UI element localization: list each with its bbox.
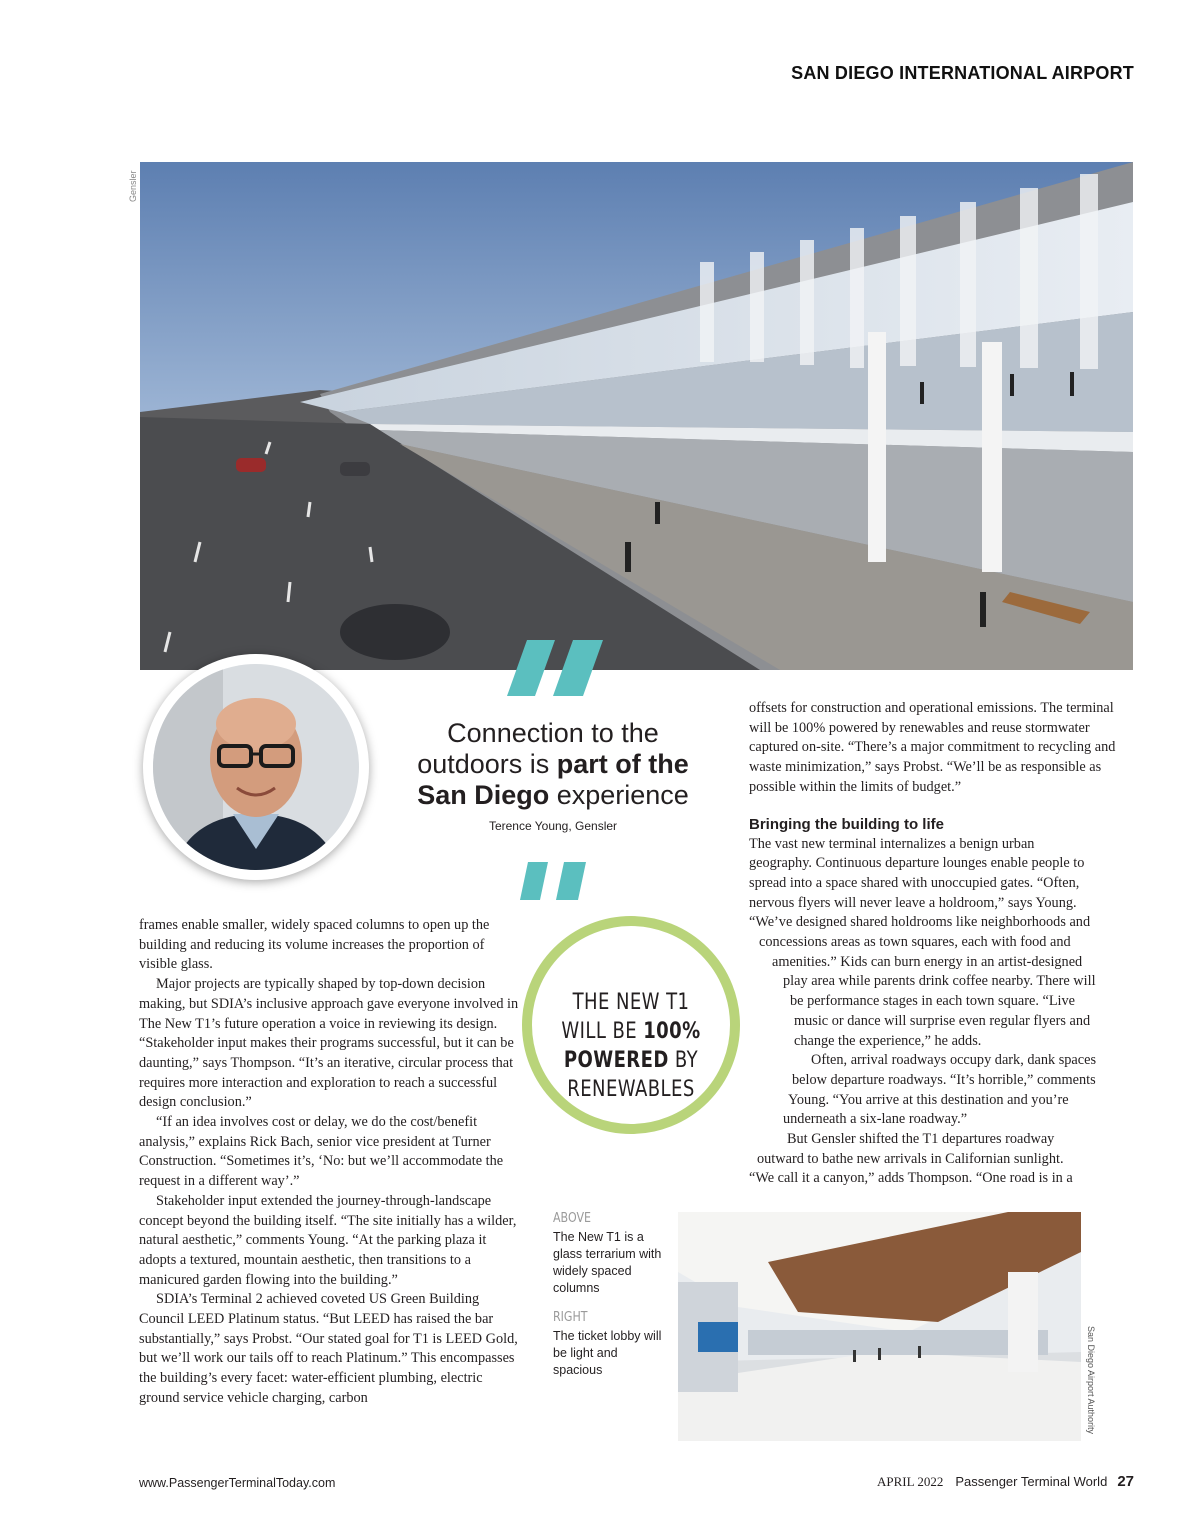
caption-right-label: RIGHT [553, 1310, 588, 1325]
photo-credit-top: Gensler [128, 170, 138, 202]
wrap-line: play area while parents drink coffee nearby. There will [783, 973, 1096, 990]
left-paragraph-5: SDIA’s Terminal 2 achieved coveted US Green Building Council LEED Platinum status. “But LEED has raised the bar substantially,” says Probst. “Our stated goal for T1 is LEED Gold, but we’ll work our tails off to reach Platinum.” This encompasses the building’s every facet: water-efficient plumbing, electric ground service vehicle charging, carbon [139, 1291, 518, 1406]
body-column-right [749, 699, 1134, 1189]
wrap-line: Often, arrival roadways occupy dark, dank spaces [811, 1052, 1097, 1069]
left-paragraph-4: Stakeholder input extended the journey-through-landscape concept beyond the building itself. “The site initially has a wilder, natural aesthetic,” comments Young. “At the parking plaza it adopts a textured, mountain aesthetic, then transitions to a manicured garden flowing into the building.” [139, 1192, 517, 1288]
stat-line-2-light: WILL BE [561, 1019, 644, 1044]
caption-above-text: The New T1 is a glass terrarium with widely spaced columns [553, 1230, 662, 1295]
wrap-line: nervous flyers will never leave a holdroom,” says Young. [749, 894, 1077, 911]
stat-line-3-bold: POWERED [563, 1048, 669, 1073]
pull-quote [395, 718, 711, 811]
footer-date: APRIL 2022 [877, 1474, 944, 1489]
stat-line-4: RENEWABLES [567, 1077, 695, 1102]
right-paragraph-3 [749, 1051, 1134, 1130]
wrap-line: amenities.” Kids can burn energy in an artist-designed [772, 953, 1083, 970]
caption-above-label: ABOVE [553, 1211, 591, 1226]
ticket-lobby-rendering [678, 1212, 1081, 1441]
wrap-line: “We’ve designed shared holdrooms like neighborhoods and [749, 914, 1091, 931]
pull-quote-line-1: Connection to the [447, 718, 659, 748]
photo-credit-right: San Diego Airport Authority [1086, 1326, 1096, 1435]
wrap-line: be performance stages in each town square. “Live [790, 993, 1076, 1010]
right-paragraph-2 [749, 835, 1134, 1052]
wrap-line: The vast new terminal internalizes a benign urban [749, 835, 1035, 852]
hero-terminal-rendering [140, 162, 1133, 670]
footer-website: www.PassengerTerminalToday.com [139, 1476, 336, 1490]
wrap-line: underneath a six-lane roadway.” [783, 1111, 968, 1128]
wrap-line: “We call it a canyon,” adds Thompson. “One road is in a [749, 1170, 1073, 1187]
stat-line-2-bold: 100% [643, 1019, 701, 1044]
pull-quote-line-3-bold: San Diego [417, 780, 550, 810]
footer-folio [877, 1473, 1134, 1490]
wrap-line: outward to bathe new arrivals in Californian sunlight. [757, 1150, 1064, 1167]
left-paragraph-3: “If an idea involves cost or delay, we do the cost/benefit analysis,” explains Rick Bach, senior vice president at Turner Construction. “Sometimes it’s, ‘No: but we’ll accommodate the request in a different way’.” [139, 1114, 504, 1190]
subheading: Bringing the building to life [749, 815, 944, 833]
page-number: 27 [1117, 1473, 1134, 1490]
wrap-line: concessions areas as town squares, each with food and [759, 934, 1071, 951]
left-paragraph-1: frames enable smaller, widely spaced columns to open up the building and reducing its volume increases the proportion of visible glass. [139, 917, 490, 973]
footer-publication: Passenger Terminal World [955, 1474, 1108, 1489]
pull-quote-line-3-light: experience [549, 780, 689, 810]
quote-mark-close-icon [520, 862, 586, 900]
wrap-line: below departure roadways. “It’s horrible,” comments [792, 1071, 1096, 1088]
wrap-line: Young. “You arrive at this destination and you’re [788, 1091, 1069, 1108]
portrait-terence-young [143, 654, 369, 880]
section-header: SAN DIEGO INTERNATIONAL AIRPORT [791, 63, 1134, 83]
right-paragraph-1: offsets for construction and operational emissions. The terminal will be 100% powered by renewables and reuse stormwater captured on-site. “There’s a major commitment to recycling and waste minimization,” says Probst. “We’ll be as responsible as possible within the limits of budget.” [749, 700, 1116, 795]
pull-quote-line-2-light: outdoors is [417, 749, 557, 779]
pull-quote-line-2-bold: part of the [556, 749, 689, 779]
wrap-line: music or dance will surprise even regular flyers and [794, 1012, 1091, 1029]
wrap-line: geography. Continuous departure lounges enable people to [749, 855, 1085, 872]
body-column-left [139, 916, 524, 1409]
right-paragraph-4 [749, 1130, 1134, 1189]
stat-callout-text [542, 988, 721, 1104]
wrap-line: spread into a space shared with unoccupied gates. “Often, [749, 874, 1080, 891]
wrap-line: change the experience,” he adds. [794, 1032, 982, 1049]
stat-line-3-light: BY [668, 1048, 699, 1073]
pull-quote-attribution: Terence Young, Gensler [488, 819, 618, 833]
left-paragraph-2: Major projects are typically shaped by top-down decision making, but SDIA’s inclusive approach gave everyone involved in The New T1’s future operation a voice in reviewing its design. “Stakeholder input makes their programs successful, but it can be daunting,” says Thompson. “It’s an iterative, circular process that requires more interaction and exploration to reach a successful design conclusion.” [139, 976, 519, 1111]
caption-right-text: The ticket lobby will be light and spacious [553, 1329, 662, 1377]
stat-line-1: THE NEW T1 [572, 990, 690, 1015]
wrap-line: But Gensler shifted the T1 departures roadway [787, 1131, 1055, 1148]
quote-mark-open-icon [507, 640, 603, 696]
